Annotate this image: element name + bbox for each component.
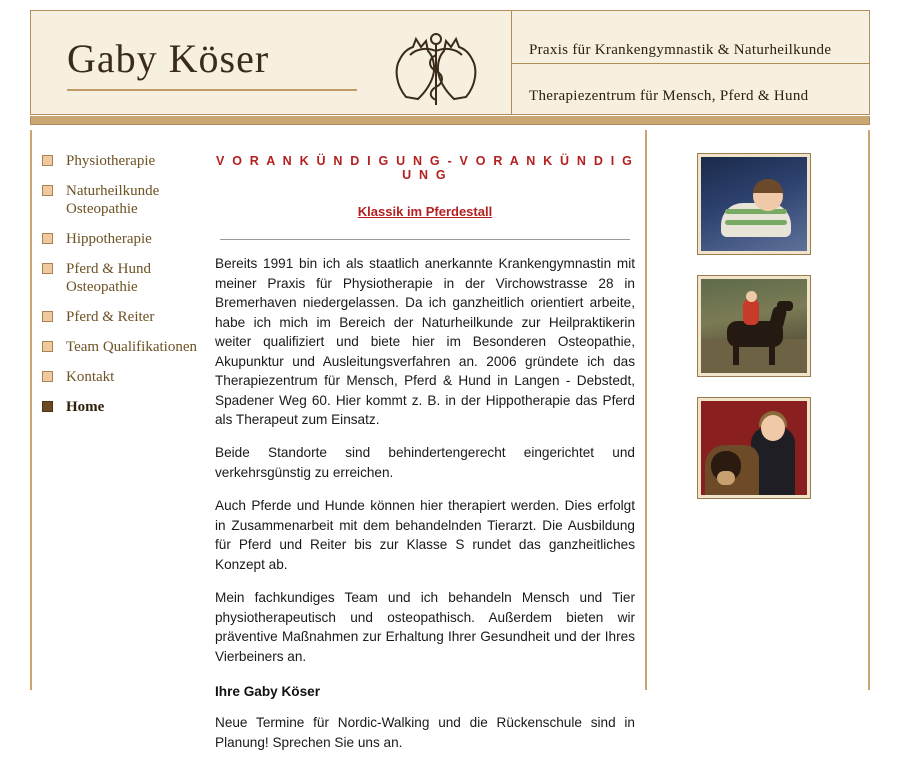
sidebar-item-physiotherapie[interactable] bbox=[42, 152, 217, 170]
signature-line: Ihre Gaby Köser bbox=[215, 684, 321, 700]
site-header bbox=[30, 10, 870, 115]
sidebar-item-home[interactable] bbox=[42, 398, 217, 416]
sidebar-item-label: Naturheilkunde Osteopathie bbox=[66, 183, 160, 217]
sidebar-item-hippotherapie[interactable] bbox=[42, 230, 217, 248]
sidebar-item-label: Home bbox=[66, 399, 105, 415]
sidebar-item-label: Pferd & Reiter bbox=[66, 309, 155, 325]
sidebar-item-label: Hippotherapie bbox=[66, 231, 152, 247]
announcement-banner: V O R A N K Ü N D I G U N G - V O R A N K Ü N D I G U N G bbox=[216, 154, 634, 182]
sidebar-item-pferd-und-reiter[interactable] bbox=[42, 308, 217, 326]
bullet-icon bbox=[42, 371, 53, 382]
bullet-icon bbox=[42, 155, 53, 166]
bullet-icon bbox=[42, 263, 53, 274]
sidebar-item-team-qualifikationen[interactable] bbox=[42, 338, 217, 356]
header-tagline-therapiezentrum: Therapiezentrum für Mensch, Pferd & Hund bbox=[529, 88, 809, 104]
content-area bbox=[30, 130, 870, 750]
site-logo-text: Gaby Köser bbox=[67, 36, 270, 81]
paragraph-intro: Bereits 1991 bin ich als staatlich anerkannte Krankengymnastin mit meiner Praxis für Physiotherapie in der Virchowstrasse 28 in Bremerhaven niedergelassen. Da ich ganzheitlich orientiert arbeite, habe ich mich im Bereich der Naturheilkunde zur Heilpraktikerin weiter qualifiziert und biete hier im Besonderen Osteopathie, Akupunktur und Ausleitungsverfahren an. 2006 gründete ich das Therapiezentrum für Mensch, Pferd & Hund in Langen - Debstedt, Spadener Weg 60. Hier kommt z. B. in der Hippotherapie das Pferd als Therapeut zum Einsatz. bbox=[215, 256, 635, 427]
two-horse-heads-caduceus-emblem-icon bbox=[366, 25, 506, 107]
middle-column-rule bbox=[645, 130, 647, 690]
header-accent-bar bbox=[30, 116, 870, 125]
paragraph-team: Mein fachkundiges Team und ich behandeln Mensch und Tier physiotherapeutisch und osteopathisch. Außerdem bieten wir präventive Maßnahmen zur Erhaltung Ihrer Gesundheit und der Ihres Vierbeiners an. bbox=[215, 590, 635, 664]
paragraph-tiere: Auch Pferde und Hunde können hier therapiert werden. Dies erfolgt in Zusammenarbeit mit dem behandelnden Tierarzt. Die Ausbildung für Pferd und Reiter bis zur Klasse S rundet das ganzheitliches Konzept ab. bbox=[215, 498, 635, 572]
bullet-icon bbox=[42, 401, 53, 412]
photo-child-riding-horse bbox=[698, 276, 810, 376]
logo-underline bbox=[67, 89, 357, 91]
sidebar-item-label: Kontakt bbox=[66, 369, 115, 385]
sidebar-item-kontakt[interactable] bbox=[42, 368, 217, 386]
content-divider bbox=[220, 239, 630, 240]
photo-column bbox=[698, 154, 818, 520]
bullet-icon bbox=[42, 185, 53, 196]
main-text-column bbox=[215, 146, 635, 766]
bullet-icon bbox=[42, 311, 53, 322]
photo-baby-on-blue-mat bbox=[698, 154, 810, 254]
announcement-subtitle-link[interactable]: Klassik im Pferdestall bbox=[357, 204, 493, 219]
sidebar-item-label: Physiotherapie bbox=[66, 153, 156, 169]
right-column-rule bbox=[868, 130, 870, 690]
sidebar-item-label: Team Qualifikationen bbox=[66, 339, 197, 355]
sidebar-item-label: Pferd & Hund Osteopathie bbox=[66, 261, 151, 295]
paragraph-closing: Neue Termine für Nordic-Walking und die Rückenschule sind in Planung! Sprechen Sie uns an. bbox=[215, 715, 635, 750]
photo-woman-with-dog bbox=[698, 398, 810, 498]
sidebar-navigation bbox=[42, 152, 217, 428]
sidebar-item-naturheilkunde-osteopathie[interactable] bbox=[42, 182, 217, 218]
bullet-icon bbox=[42, 341, 53, 352]
header-horizontal-divider bbox=[511, 63, 869, 64]
paragraph-standorte: Beide Standorte sind behindertengerecht eingerichtet und verkehrsgünstig zu erreichen. bbox=[215, 445, 635, 480]
sidebar-item-pferd-und-hund-osteopathie[interactable] bbox=[42, 260, 217, 296]
header-tagline-praxis: Praxis für Krankengymnastik & Naturheilkunde bbox=[529, 42, 832, 58]
left-column-rule bbox=[30, 130, 32, 690]
bullet-icon bbox=[42, 233, 53, 244]
